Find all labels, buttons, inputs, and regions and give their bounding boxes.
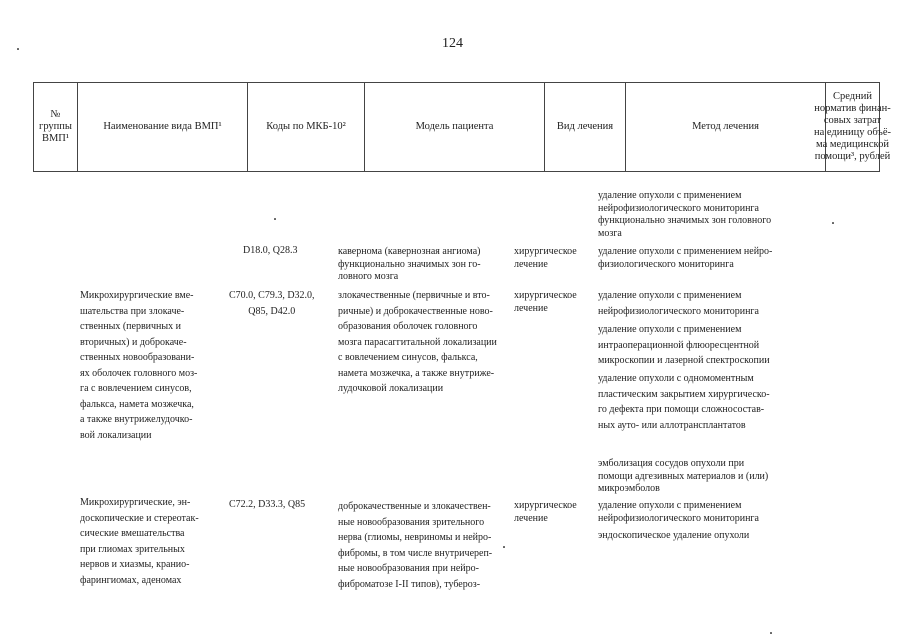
- method-text: удаление опухоли с применением нейрофизиологического мониторинга: [598, 290, 759, 317]
- header-group-no: № группы ВМП¹: [34, 83, 78, 171]
- method-text: эндоскопическое удаление опухоли: [598, 530, 750, 541]
- scan-speck: [503, 546, 505, 548]
- method-text: удаление опухоли с применением нейрофизиологического мониторинга: [598, 500, 759, 524]
- header-icd-codes: Коды по МКБ-10²: [248, 83, 365, 171]
- scan-speck: [770, 632, 772, 634]
- vmp-name-text: Микрохирургические вме- шательства при злокаче- ственных (первичных и вторичных) и доброкаче- ственных новообразовани- ях оболочек головного моз- га с вовлечением синусов, фалькса, намета мозжечка, а также внутрижелудочко- вой локализации: [80, 290, 198, 441]
- scan-speck: [17, 48, 19, 50]
- scan-speck: [274, 218, 276, 220]
- patient-model-text: доброкачественные и злокачествен- ные новообразования зрительного нерва (глиомы, невриномы и нейро- фибромы, в том числе внутричереп- ные новообразования при нейро- фиброматозе I-II типов), тубероз-: [338, 501, 493, 590]
- icd-codes-text: C72.2, D33.3, Q85: [229, 499, 306, 510]
- header-cost: Средний норматив финан- совых затрат на единицу объё- ма медицинской помощи³, рублей: [813, 91, 892, 162]
- method-text: удаление опухоли с одномоментным пластическим закрытием хирургическо- го дефекта при помощи сложносостав- ных ауто- или аллотрансплантатов: [598, 373, 770, 431]
- treatment-type-text: хирургическое лечение: [514, 500, 577, 524]
- treatment-type-text: хирургическое лечение: [514, 246, 577, 270]
- header-vmp-name: Наименование вида ВМП¹: [78, 83, 248, 171]
- method-text: удаление опухоли с применением нейрофизиологического мониторинга функционально значимых зон головного мозга: [598, 190, 772, 239]
- scan-speck: [832, 222, 834, 224]
- header-patient-model: Модель пациента: [365, 83, 545, 171]
- page-number: 124: [442, 36, 463, 51]
- header-treatment-type: Вид лечения: [545, 83, 626, 171]
- icd-codes-text: C70.0, C79.3, D32.0, Q85, D42.0: [229, 290, 315, 317]
- patient-model-text: кавернома (кавернозная ангиома) функционально значимых зон го- ловного мозга: [338, 246, 481, 282]
- vmp-name-text: Микрохирургические, эн- доскопические и стереотак- сические вмешательства при глиомах зрительных нервов и хиазмы, кранио- фарингиомах, аденомах: [80, 497, 199, 586]
- method-text: удаление опухоли с применением интраоперационной флюоресцентной микроскопии и лазерной спектроскопии: [598, 324, 770, 366]
- icd-codes-text: D18.0, Q28.3: [243, 245, 298, 256]
- table-header: [33, 82, 892, 172]
- header-method: Метод лечения: [626, 83, 826, 171]
- method-text: удаление опухоли с применением нейро- физиологического мониторинга: [598, 246, 773, 270]
- method-text: эмболизация сосудов опухоли при помощи адгезивных материалов и (или) микроэмболов: [598, 458, 769, 494]
- patient-model-text: злокачественные (первичные и вто- ричные) и доброкачественные ново- образования оболочек головного мозга парасаггитальной локализации с вовлечением синусов, фалькса, намета мозжечка, а также внутриже- лудочковой локализации: [338, 290, 497, 394]
- treatment-type-text: хирургическое лечение: [514, 290, 577, 314]
